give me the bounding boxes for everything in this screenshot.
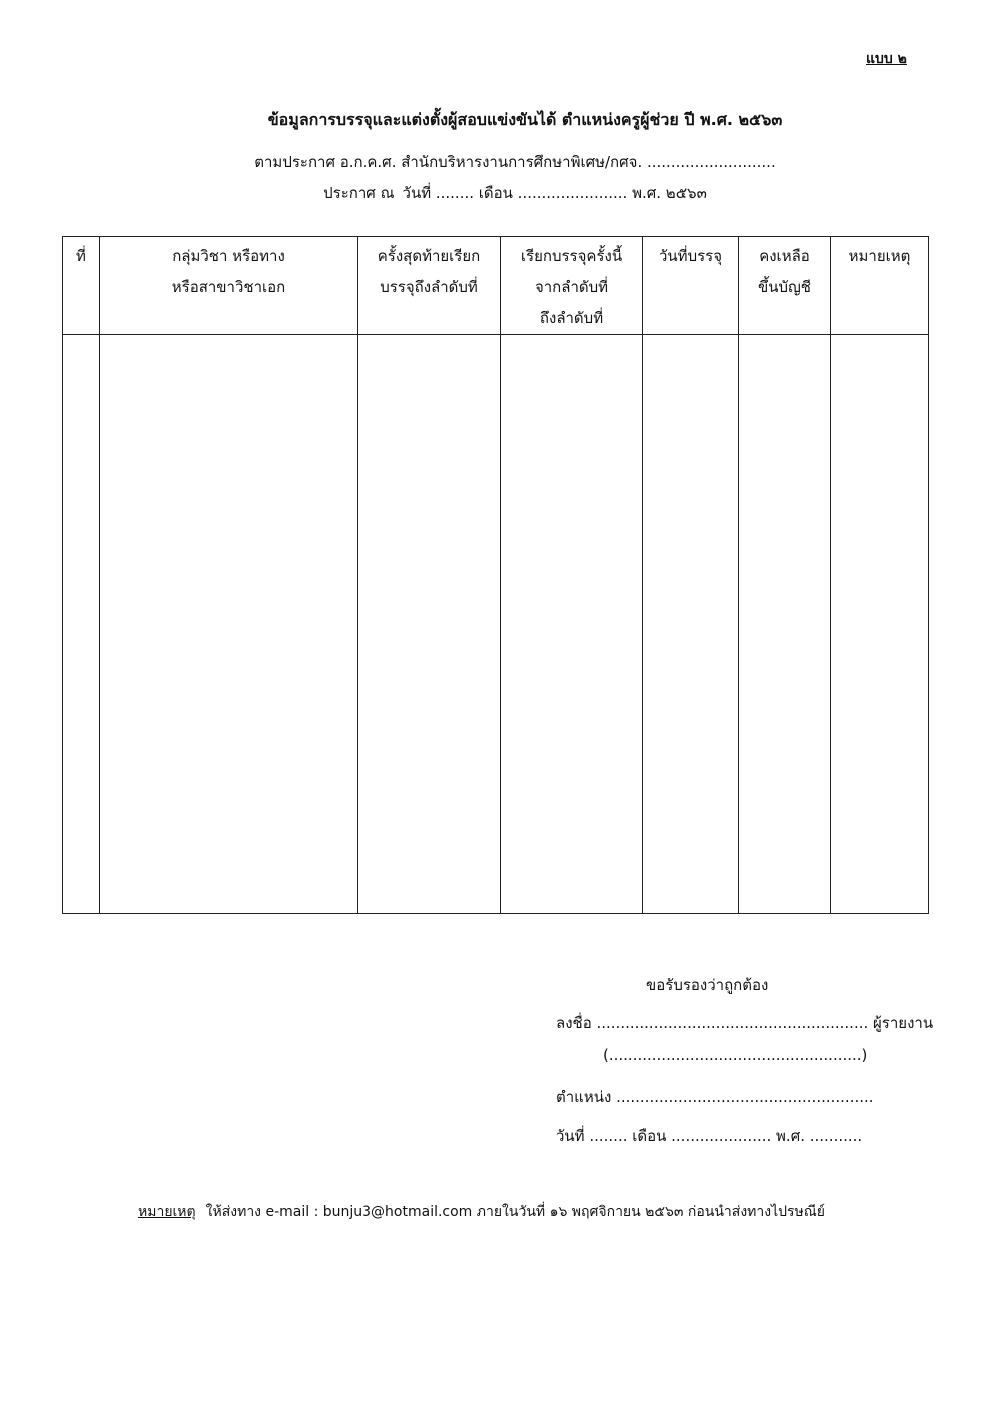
footnote-text: ให้ส่งทาง e-mail : bunju3@hotmail.com ภายในวันที่ ๑๖ พฤศจิกายน ๒๕๖๓ ก่อนนำส่งทางไปรษณีย์: [205, 1204, 825, 1220]
header-line: ขึ้นบัญชี: [758, 278, 811, 296]
signature-line: ลงชื่อ ......................................................... ผู้รายงาน: [556, 1014, 934, 1032]
cell-current-call[interactable]: [501, 335, 643, 914]
cell-appoint-date[interactable]: [643, 335, 739, 914]
header-line: บรรจุถึงลำดับที่: [380, 278, 478, 296]
header-line: หมายเหตุ: [848, 247, 911, 265]
header-line: วันที่บรรจุ: [659, 247, 722, 265]
signer-name-line: (.....................................................): [603, 1046, 868, 1064]
cell-subject[interactable]: [100, 335, 358, 914]
col-header-subject: [100, 237, 358, 335]
footnote: [138, 1201, 825, 1223]
col-header-appoint-date: [643, 237, 739, 335]
header-line: จากลำดับที่: [534, 278, 609, 296]
cell-last-called[interactable]: [358, 335, 501, 914]
table-header-row: [63, 237, 929, 335]
header-line: หรือสาขาวิชาเอก: [171, 278, 286, 296]
certification-text: ขอรับรองว่าถูกต้อง: [646, 976, 769, 994]
header-line: กลุ่มวิชา หรือทาง: [172, 247, 285, 265]
announcement-place: ประกาศ ณ: [323, 184, 395, 202]
table-row: [63, 335, 929, 914]
cell-remarks[interactable]: [831, 335, 929, 914]
header-line: คงเหลือ: [759, 247, 810, 265]
signer-position-line: ตำแหน่ง ......................................................: [556, 1088, 874, 1106]
announcement-line: ตามประกาศ อ.ก.ค.ศ. สำนักบริหารงานการศึกษาพิเศษ/กศจ. ...........................: [254, 153, 776, 171]
col-header-remarks: [831, 237, 929, 335]
cell-remaining[interactable]: [739, 335, 831, 914]
announcement-date: วันที่ ........ เดือน ....................... พ.ศ. ๒๕๖๓: [402, 184, 707, 202]
col-header-current-call: [501, 237, 643, 335]
cell-no[interactable]: [63, 335, 100, 914]
header-line: ที่: [76, 247, 86, 265]
signature-date-line: วันที่ ........ เดือน ..................... พ.ศ. ...........: [556, 1127, 863, 1145]
header-line: ครั้งสุดท้ายเรียก: [377, 247, 481, 265]
form-code: แบบ ๒: [866, 51, 907, 67]
appointment-table: [62, 236, 929, 914]
col-header-no: [63, 237, 100, 335]
header-line: ถึงลำดับที่: [539, 309, 604, 327]
announcement-date-line: [0, 181, 1000, 205]
document-title: ข้อมูลการบรรจุและแต่งตั้งผู้สอบแข่งขันได้ ตำแหน่งครูผู้ช่วย ปี พ.ศ. ๒๕๖๓: [267, 110, 783, 129]
footnote-label: หมายเหตุ: [138, 1204, 196, 1220]
col-header-last-called: [358, 237, 501, 335]
col-header-remaining: [739, 237, 831, 335]
header-line: เรียกบรรจุครั้งนี้: [520, 247, 623, 265]
